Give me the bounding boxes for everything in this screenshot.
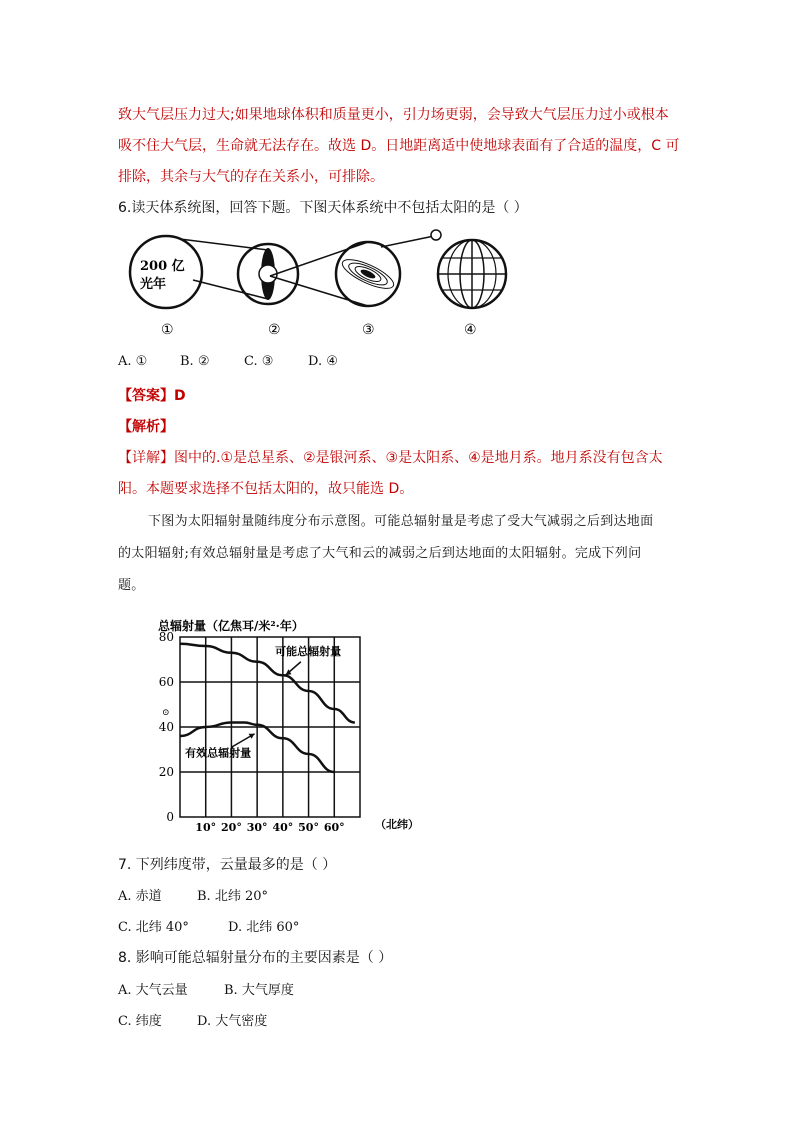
q7-option-a: A. 赤道 xyxy=(118,889,162,904)
y-tick-label: 60 xyxy=(158,675,174,689)
x-tick-label: 20° xyxy=(221,821,242,834)
passage-line-1: 下图为太阳辐射量随纬度分布示意图。可能总辐射量是考虑了受大气减弱之后到达地面 xyxy=(148,514,654,529)
chart-ylabel: 总辐射量（亿焦耳/米²·年） xyxy=(158,619,304,633)
fig-label-4: ④ xyxy=(464,322,477,338)
circle1-text-2: 光年 xyxy=(140,277,167,292)
y-tick-label: 0 xyxy=(166,810,174,824)
intro-line-3: 排除，其余与大气的存在关系小，可排除。 xyxy=(118,169,384,185)
q6-option-d: D. ④ xyxy=(308,354,338,369)
q8-option-d: D. 大气密度 xyxy=(197,1014,268,1029)
q7-option-b: B. 北纬 20° xyxy=(197,889,268,904)
passage-line-3: 题。 xyxy=(118,578,145,593)
y-tick-label: 20 xyxy=(158,765,174,779)
q7-stem: 7. 下列纬度带，云量最多的是（ ） xyxy=(118,857,337,873)
q8-option-c: C. 纬度 xyxy=(118,1014,162,1029)
q7-option-c: C. 北纬 40° xyxy=(118,920,189,935)
detail-line-2: 阳。本题要求选择不包括太阳的，故只能选 D。 xyxy=(118,481,414,497)
x-tick-label: 40° xyxy=(272,821,294,834)
analysis-label: 【解析】 xyxy=(118,419,174,435)
fig-label-1: ① xyxy=(161,322,174,338)
q8-option-b: B. 大气厚度 xyxy=(224,983,294,998)
radiation-chart xyxy=(140,612,430,837)
series-label-possible: 可能总辐射量 xyxy=(275,645,342,658)
x-tick-label: 10° xyxy=(195,821,217,834)
q6-option-c: C. ③ xyxy=(244,354,274,369)
q8-option-a: A. 大气云量 xyxy=(118,983,188,998)
intro-line-2: 吸不住大气层，生命就无法存在。故选 D。日地距离适中使地球表面有了合适的温度，C 可 xyxy=(118,138,680,154)
fig-label-3: ③ xyxy=(362,322,375,338)
celestial-systems-figure xyxy=(118,222,518,342)
x-tick-label: 60° xyxy=(323,821,345,834)
detail-line-1: 【详解】图中的.①是总星系、②是银河系、③是太阳系、④是地月系。地月系没有包含太 xyxy=(118,450,663,466)
passage-line-2: 的太阳辐射;有效总辐射量是考虑了大气和云的减弱之后到达地面的太阳辐射。完成下列问 xyxy=(118,546,642,561)
x-tick-label: 30° xyxy=(246,821,268,834)
intro-line-1: 致大气层压力过大;如果地球体积和质量更小，引力场更弱，会导致大气层压力过小或根本 xyxy=(118,107,669,123)
answer-row xyxy=(118,385,186,405)
y-tick-label: 80 xyxy=(158,630,174,644)
q7-option-d: D. 北纬 60° xyxy=(228,920,300,935)
q6-option-a: A. ① xyxy=(118,354,148,369)
q8-stem: 8. 影响可能总辐射量分布的主要因素是（ ） xyxy=(118,950,393,966)
answer-label: 【答案】 xyxy=(118,388,174,404)
fig-label-2: ② xyxy=(268,322,281,338)
circle1-text-1: 200 亿 xyxy=(140,259,185,274)
q6-option-b: B. ② xyxy=(180,354,210,369)
x-tick-label: 50° xyxy=(298,821,319,834)
series-label-effective: 有效总辐射量 xyxy=(185,746,252,760)
q6-stem: 6.读天体系统图，回答下题。下图天体系统中不包括太阳的是（ ） xyxy=(118,200,528,216)
chart-xlabel: （北纬） xyxy=(375,818,419,831)
answer-value: D xyxy=(174,388,186,404)
y-tick-label: 40 xyxy=(158,720,174,734)
chart-small-mark: ⊙ xyxy=(162,708,170,718)
